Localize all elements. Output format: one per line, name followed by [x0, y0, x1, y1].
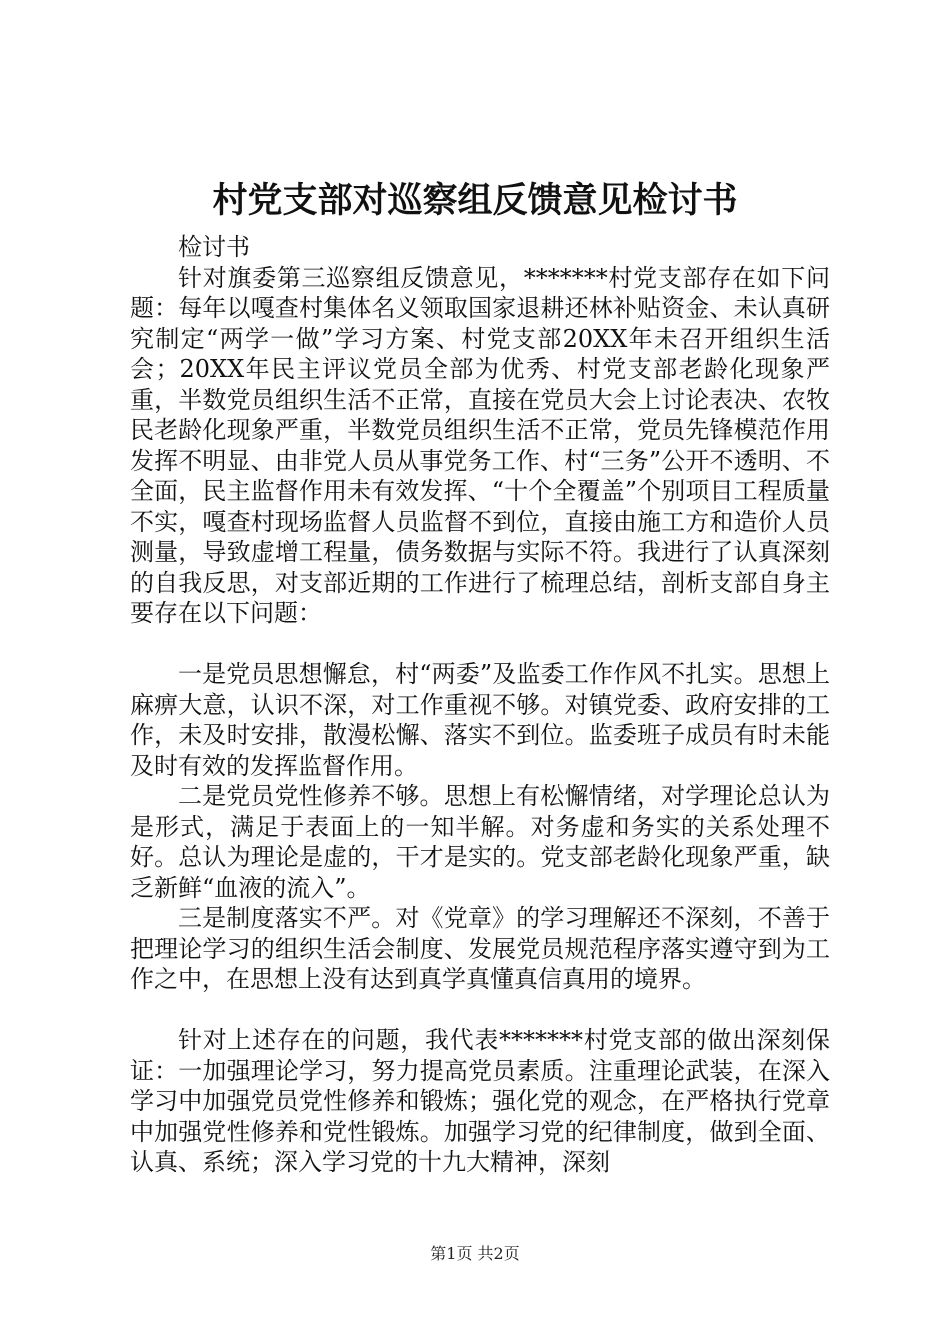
paragraph-problem-three: 三是制度落实不严。对《党章》的学习理解还不深刻，不善于把理论学习的组织生活会制度、发展党员规范程序落实遵守到为工作之中，在思想上没有达到真学真懂真信真用的境界。: [130, 904, 830, 993]
page-indicator: 第1页 共2页: [430, 1244, 520, 1263]
paragraph-spacer: [130, 995, 830, 1026]
document-body: [130, 232, 830, 1178]
document-title: 村党支部对巡察组反馈意见检讨书: [212, 180, 738, 221]
paragraph-problem-one: 一是党员思想懈怠，村“两委”及监委工作作风不扎实。思想上麻痹大意，认识不深，对工作重视不够。对镇党委、政府安排的工作，未及时安排，散漫松懈、落实不到位。监委班子成员有时未能及时有效的发挥监督作用。: [130, 660, 830, 780]
paragraph-problem-two: 二是党员党性修养不够。思想上有松懈情绪，对学理论总认为是形式，满足于表面上的一知半解。对务虚和务实的关系处理不好。总认为理论是虚的，干才是实的。党支部老龄化现象严重，缺乏新鲜“血液的流入”。: [130, 782, 830, 902]
paragraph-spacer: [130, 629, 830, 660]
document-subheading: 检讨书: [178, 233, 250, 261]
paragraph-commitment: 针对上述存在的问题，我代表*******村党支部的做出深刻保证：一加强理论学习，努力提高党员素质。注重理论武装，在深入学习中加强党员党性修养和锻炼；强化党的观念，在严格执行党章中加强党性修养和党性锻炼。加强学习党的纪律制度，做到全面、认真、系统；深入学习党的十九大精神，深刻: [130, 1026, 830, 1176]
paragraph-issues: 针对旗委第三巡察组反馈意见，*******村党支部存在如下问题：每年以嘎查村集体名义领取国家退耕还林补贴资金、未认真研究制定“两学一做”学习方案、村党支部20XX年未召开组织生活会；20XX年民主评议党员全部为优秀、村党支部老龄化现象严重，半数党员组织生活不正常，直接在党员大会上讨论表决、农牧民老龄化现象严重，半数党员组织生活不正常，党员先锋模范作用发挥不明显、由非党人员从事党务工作、村“三务”公开不透明、不全面，民主监督作用未有效发挥、“十个全覆盖”个别项目工程质量不实，嘎查村现场监督人员监督不到位，直接由施工方和造价人员测量，导致虚增工程量，债务数据与实际不符。我进行了认真深刻的自我反思，对支部近期的工作进行了梳理总结，剖析支部自身主要存在以下问题：: [130, 263, 830, 627]
